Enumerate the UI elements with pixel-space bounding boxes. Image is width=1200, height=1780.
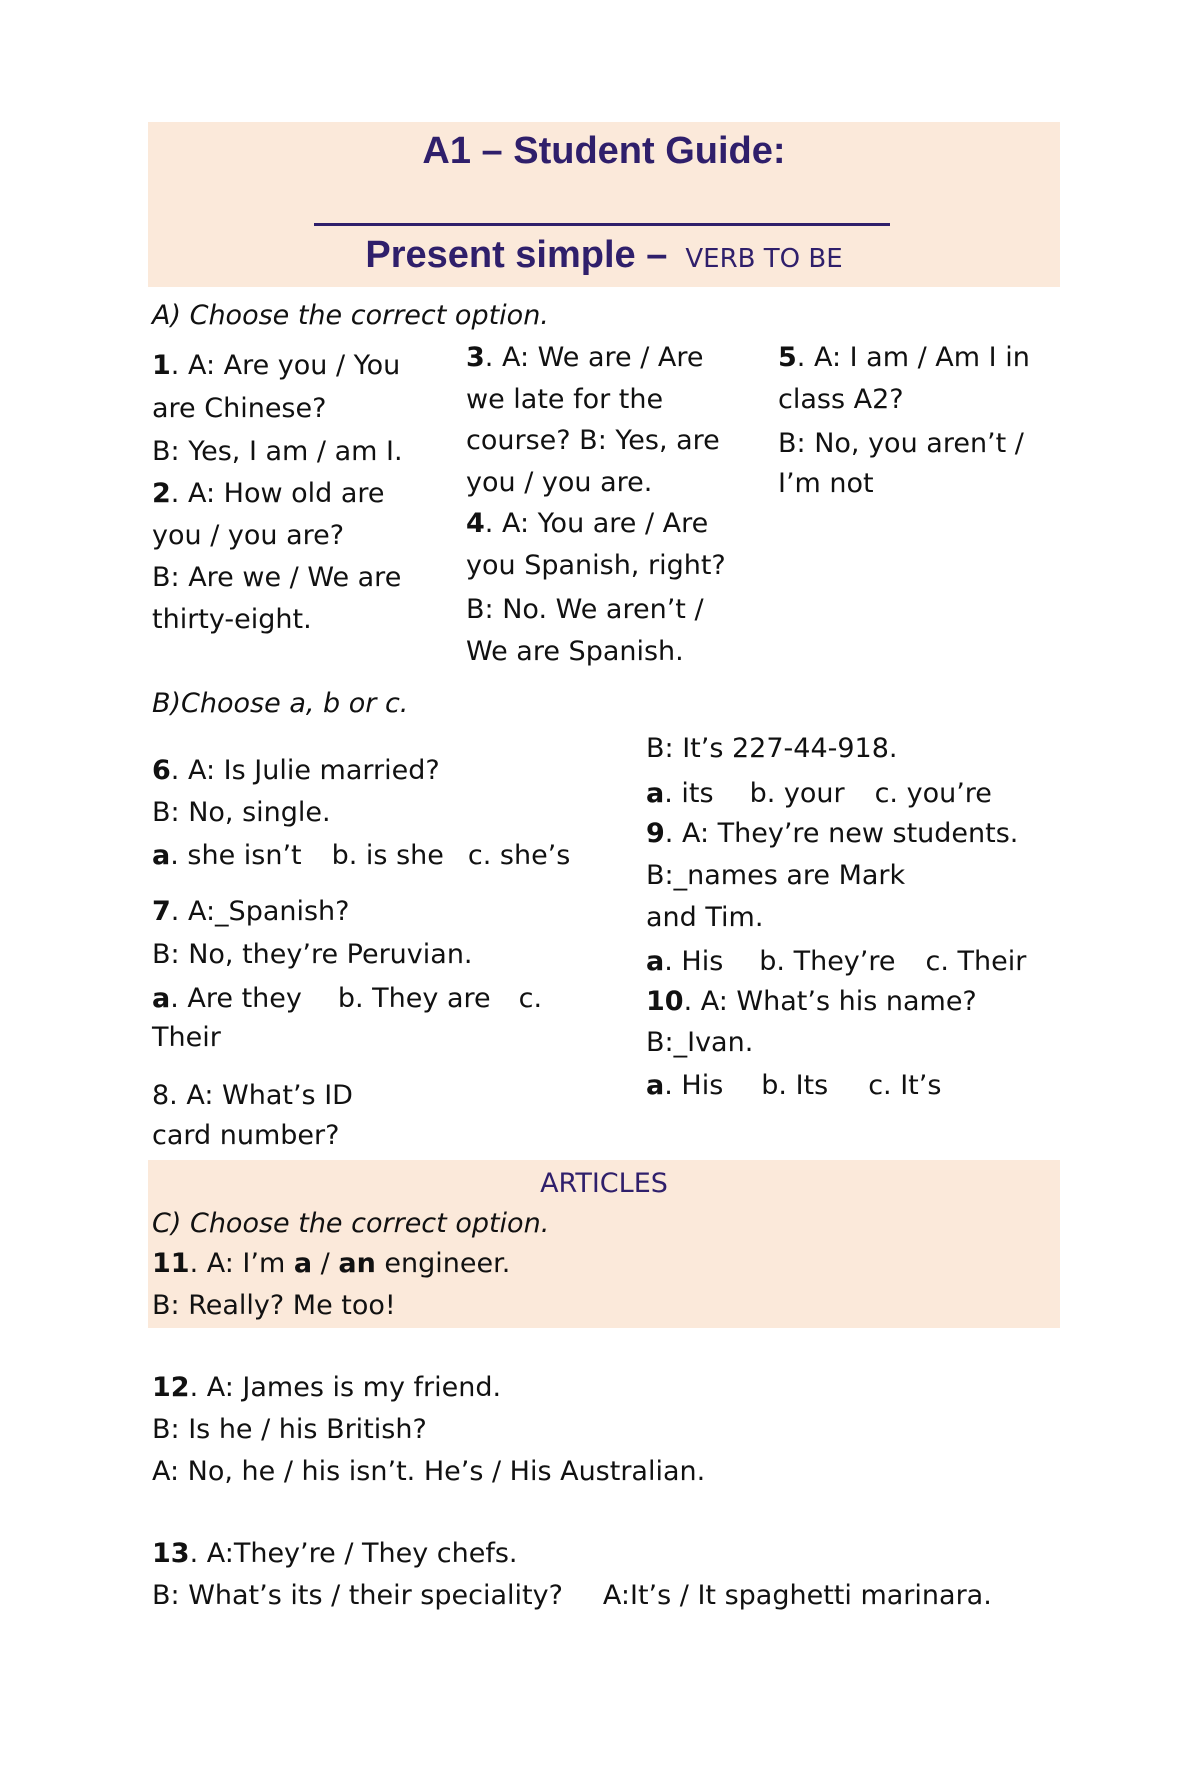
q3-line1 <box>466 342 703 373</box>
q11-number: 11 <box>152 1248 190 1279</box>
q2-line2: you / you are? <box>152 520 345 551</box>
q13-line1 <box>152 1538 518 1569</box>
q5-line1 <box>778 342 1030 373</box>
section-c-instruction: C) Choose the correct option. <box>152 1208 550 1239</box>
q7-option-c: c. <box>518 983 543 1014</box>
q4-text: . A: You are / Are <box>484 508 709 539</box>
q8-option-a-letter: a <box>646 778 665 809</box>
q11-option-an: an <box>338 1248 376 1279</box>
q10-line2: B:_Ivan. <box>646 1027 754 1058</box>
q7-number: 7 <box>152 896 171 927</box>
q6-line1 <box>152 755 440 786</box>
q12-number: 12 <box>152 1372 190 1403</box>
q1-line2: are Chinese? <box>152 393 327 424</box>
q9-text: . A: They’re new students. <box>664 818 1019 849</box>
q7-text: . A:_Spanish? <box>170 896 350 927</box>
q9-option-b: b. They’re <box>759 946 896 977</box>
q13-number: 13 <box>152 1538 190 1569</box>
q10-option-c: c. It’s <box>868 1070 942 1101</box>
q6-line2: B: No, single. <box>152 797 331 828</box>
q13-text: . A:They’re / They chefs. <box>189 1538 518 1569</box>
q8-line3: B: It’s 227-44-918. <box>646 733 898 764</box>
q11-text: . A: I’m <box>189 1248 286 1279</box>
q2-text: . A: How old are <box>170 478 385 509</box>
q5-line2: class A2? <box>778 384 904 415</box>
q9-line1 <box>646 818 1018 849</box>
q13-line2 <box>152 1580 992 1611</box>
q2-line1 <box>152 478 385 509</box>
q7-option-b: b. They are <box>337 983 491 1014</box>
q10-number: 10 <box>646 986 684 1017</box>
title-underline <box>314 223 890 226</box>
q8-line1: 8. A: What’s ID <box>152 1080 353 1111</box>
q10-options <box>646 1070 941 1101</box>
q13-answer: A:It’s / It spaghetti marinara. <box>602 1580 992 1611</box>
q13-question: B: What’s its / their speciality? <box>152 1580 563 1611</box>
q10-text: . A: What’s his name? <box>683 986 977 1017</box>
q10-option-a-letter: a <box>646 1070 665 1101</box>
q12-line3: A: No, he / his isn’t. He’s / His Australian. <box>152 1456 706 1487</box>
q9-option-a-letter: a <box>646 946 665 977</box>
q6-option-a: . she isn’t <box>170 840 302 871</box>
q6-option-b: b. is she <box>331 840 444 871</box>
q4-line2: you Spanish, right? <box>466 550 726 581</box>
q4-line1 <box>466 508 708 539</box>
q1-number: 1 <box>152 350 171 381</box>
q9-option-c: c. Their <box>925 946 1027 977</box>
page-subtitle <box>148 234 1060 277</box>
q5-text: . A: I am / Am I in <box>796 342 1030 373</box>
q9-number: 9 <box>646 818 665 849</box>
q6-option-a-letter: a <box>152 840 171 871</box>
articles-heading: ARTICLES <box>540 1168 668 1199</box>
articles-band <box>148 1160 1060 1328</box>
q6-text: . A: Is Julie married? <box>170 755 440 786</box>
page-title: A1 – Student Guide: <box>422 130 786 172</box>
q9-options <box>646 946 1026 977</box>
subtitle-main: Present simple – <box>365 234 668 276</box>
q10-option-b: b. Its <box>761 1070 829 1101</box>
q6-number: 6 <box>152 755 171 786</box>
q12-line2: B: Is he / his British? <box>152 1414 427 1445</box>
q7-option-a: . Are they <box>170 983 302 1014</box>
q11-slash: / <box>312 1248 339 1279</box>
q5-line4: I’m not <box>778 468 874 499</box>
q7-line2: B: No, they’re Peruvian. <box>152 939 473 970</box>
q3-line3: course? B: Yes, are <box>466 425 720 456</box>
header-box <box>148 122 1060 287</box>
q11-option-a: a <box>293 1248 313 1279</box>
q12-text: . A: James is my friend. <box>189 1372 502 1403</box>
q9-line3: and Tim. <box>646 902 764 933</box>
q5-line3: B: No, you aren’t / <box>778 428 1024 459</box>
q4-number: 4 <box>466 508 485 539</box>
q11-line1 <box>152 1248 510 1279</box>
q12-line1 <box>152 1372 501 1403</box>
q3-number: 3 <box>466 342 485 373</box>
q7-option-c-text: Their <box>152 1022 221 1053</box>
q1-line1 <box>152 350 420 381</box>
q3-line2: we late for the <box>466 384 664 415</box>
q1-line3: B: Yes, I am / am I. <box>152 436 403 467</box>
q11-line2: B: Really? Me too! <box>152 1290 396 1321</box>
q8-line2: card number? <box>152 1120 340 1151</box>
q10-line1 <box>646 986 977 1017</box>
q8-option-c: c. you’re <box>874 778 992 809</box>
q6-option-c: c. she’s <box>467 840 571 871</box>
q11-text-end: engineer. <box>375 1248 511 1279</box>
q9-option-a: . His <box>664 946 724 977</box>
q7-options <box>152 983 542 1014</box>
q3-text: . A: We are / Are <box>484 342 704 373</box>
q6-options <box>152 840 570 871</box>
section-b-instruction: B)Choose a, b or c. <box>152 688 409 719</box>
q7-line1 <box>152 896 350 927</box>
q2-line3: B: Are we / We are <box>152 562 402 593</box>
q8-options <box>646 778 992 809</box>
q2-line4: thirty-eight. <box>152 604 312 635</box>
q10-option-a: . His <box>664 1070 724 1101</box>
q4-line4: We are Spanish. <box>466 636 684 667</box>
q3-line4: you / you are. <box>466 467 653 498</box>
q4-line3: B: No. We aren’t / <box>466 594 704 625</box>
q8-option-b: b. your <box>749 778 845 809</box>
section-a-instruction: A) Choose the correct option. <box>152 300 549 331</box>
q9-line2: B:_names are Mark <box>646 860 906 891</box>
subtitle-small: VERB TO BE <box>685 244 843 274</box>
q7-option-a-letter: a <box>152 983 171 1014</box>
q1-text: . A: Are you / You <box>170 350 401 381</box>
q5-number: 5 <box>778 342 797 373</box>
worksheet-page <box>148 122 1060 287</box>
q2-number: 2 <box>152 478 171 509</box>
q8-option-a: . its <box>664 778 714 809</box>
